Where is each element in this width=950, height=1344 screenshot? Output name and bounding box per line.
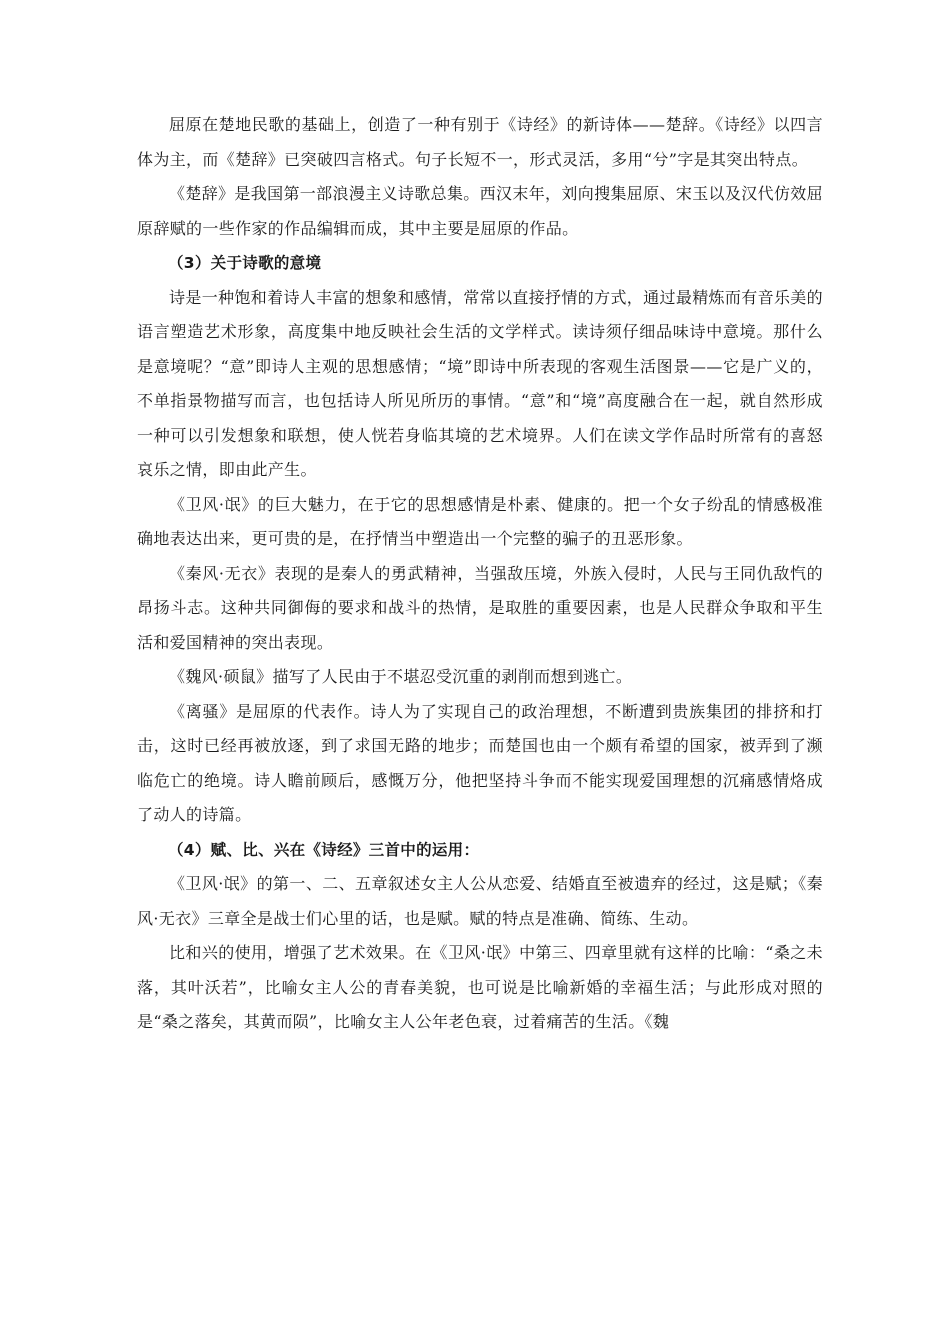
paragraph-fu-usage: 《卫风·氓》的第一、二、五章叙述女主人公从恋爱、结婚直至被遗弃的经过，这是赋；《秦风·无衣》三章全是战士们心里的话，也是赋。赋的特点是准确、简练、生动。 (137, 874, 823, 928)
paragraph-chuci-collection: 《楚辞》是我国第一部浪漫主义诗歌总集。西汉末年，刘向搜集屈原、宋玉以及汉代仿效屈原辞赋的一些作家的作品编辑而成，其中主要是屈原的作品。 (137, 184, 824, 238)
paragraph-qinfeng-wuyi: 《秦风·无衣》表现的是秦人的勇武精神，当强敌压境，外族入侵时，人民与王同仇敌忾的昂扬斗志。这种共同御侮的要求和战斗的热情，是取胜的重要因素，也是人民群众争取和平生活和爱国精神的突出表现。 (137, 563, 823, 652)
section-heading-poetry-mood: （3）关于诗歌的意境 (168, 254, 322, 272)
paragraph-weifeng-mang: 《卫风·氓》的巨大魅力，在于它的思想感情是朴素、健康的。把一个女子纷乱的情感极准确地表达出来，更可贵的是，在抒情当中塑造出一个完整的骗子的丑恶形象。 (137, 494, 823, 548)
document-body (137, 108, 823, 1040)
section-heading-fu-bi-xing: （4）赋、比、兴在《诗经》三首中的运用： (168, 840, 480, 859)
paragraph-bi-xing-usage: 比和兴的使用，增强了艺术效果。在《卫风·氓》中第三、四章里就有这样的比喻：“桑之未落，其叶沃若”，比喻女主人公的青春美貌，也可说是比喻新婚的幸福生活；与此形成对照的是“桑之落矣，其黄而陨”，比喻女主人公年老色衰，过着痛苦的生活。《魏 (137, 943, 823, 1031)
paragraph-poetry-mood: 诗是一种饱和着诗人丰富的想象和感情，常常以直接抒情的方式，通过最精炼而有音乐美的语言塑造艺术形象，高度集中地反映社会生活的文学样式。读诗须仔细品味诗中意境。那什么是意境呢？“意”即诗人主观的思想感情；“境”即诗中所表现的客观生活图景——它是广义的，不单指景物描写而言，也包括诗人所见所历的事情。“意”和“境”高度融合在一起，就自然形成一种可以引发想象和联想，使人恍若身临其境的艺术境界。人们在读文学作品时所常有的喜怒哀乐之情，即由此产生。 (137, 287, 824, 479)
paragraph-weifeng-shuoshu: 《魏风·硕鼠》描写了人民由于不堪忍受沉重的剥削而想到逃亡。 (169, 667, 633, 686)
paragraph-lisao: 《离骚》是屈原的代表作。诗人为了实现自己的政治理想，不断遭到贵族集团的排挤和打击，这时已经再被放逐，到了求国无路的地步；而楚国也由一个颇有希望的国家，被弄到了濒临危亡的绝境。诗人瞻前顾后，感慨万分，他把坚持斗争而不能实现爱国理想的沉痛感情烙成了动人的诗篇。 (137, 701, 823, 824)
paragraph-chuci-origin: 屈原在楚地民歌的基础上，创造了一种有别于《诗经》的新诗体——楚辞。《诗经》以四言体为主，而《楚辞》已突破四言格式。句子长短不一，形式灵活，多用“兮”字是其突出特点。 (137, 115, 823, 169)
